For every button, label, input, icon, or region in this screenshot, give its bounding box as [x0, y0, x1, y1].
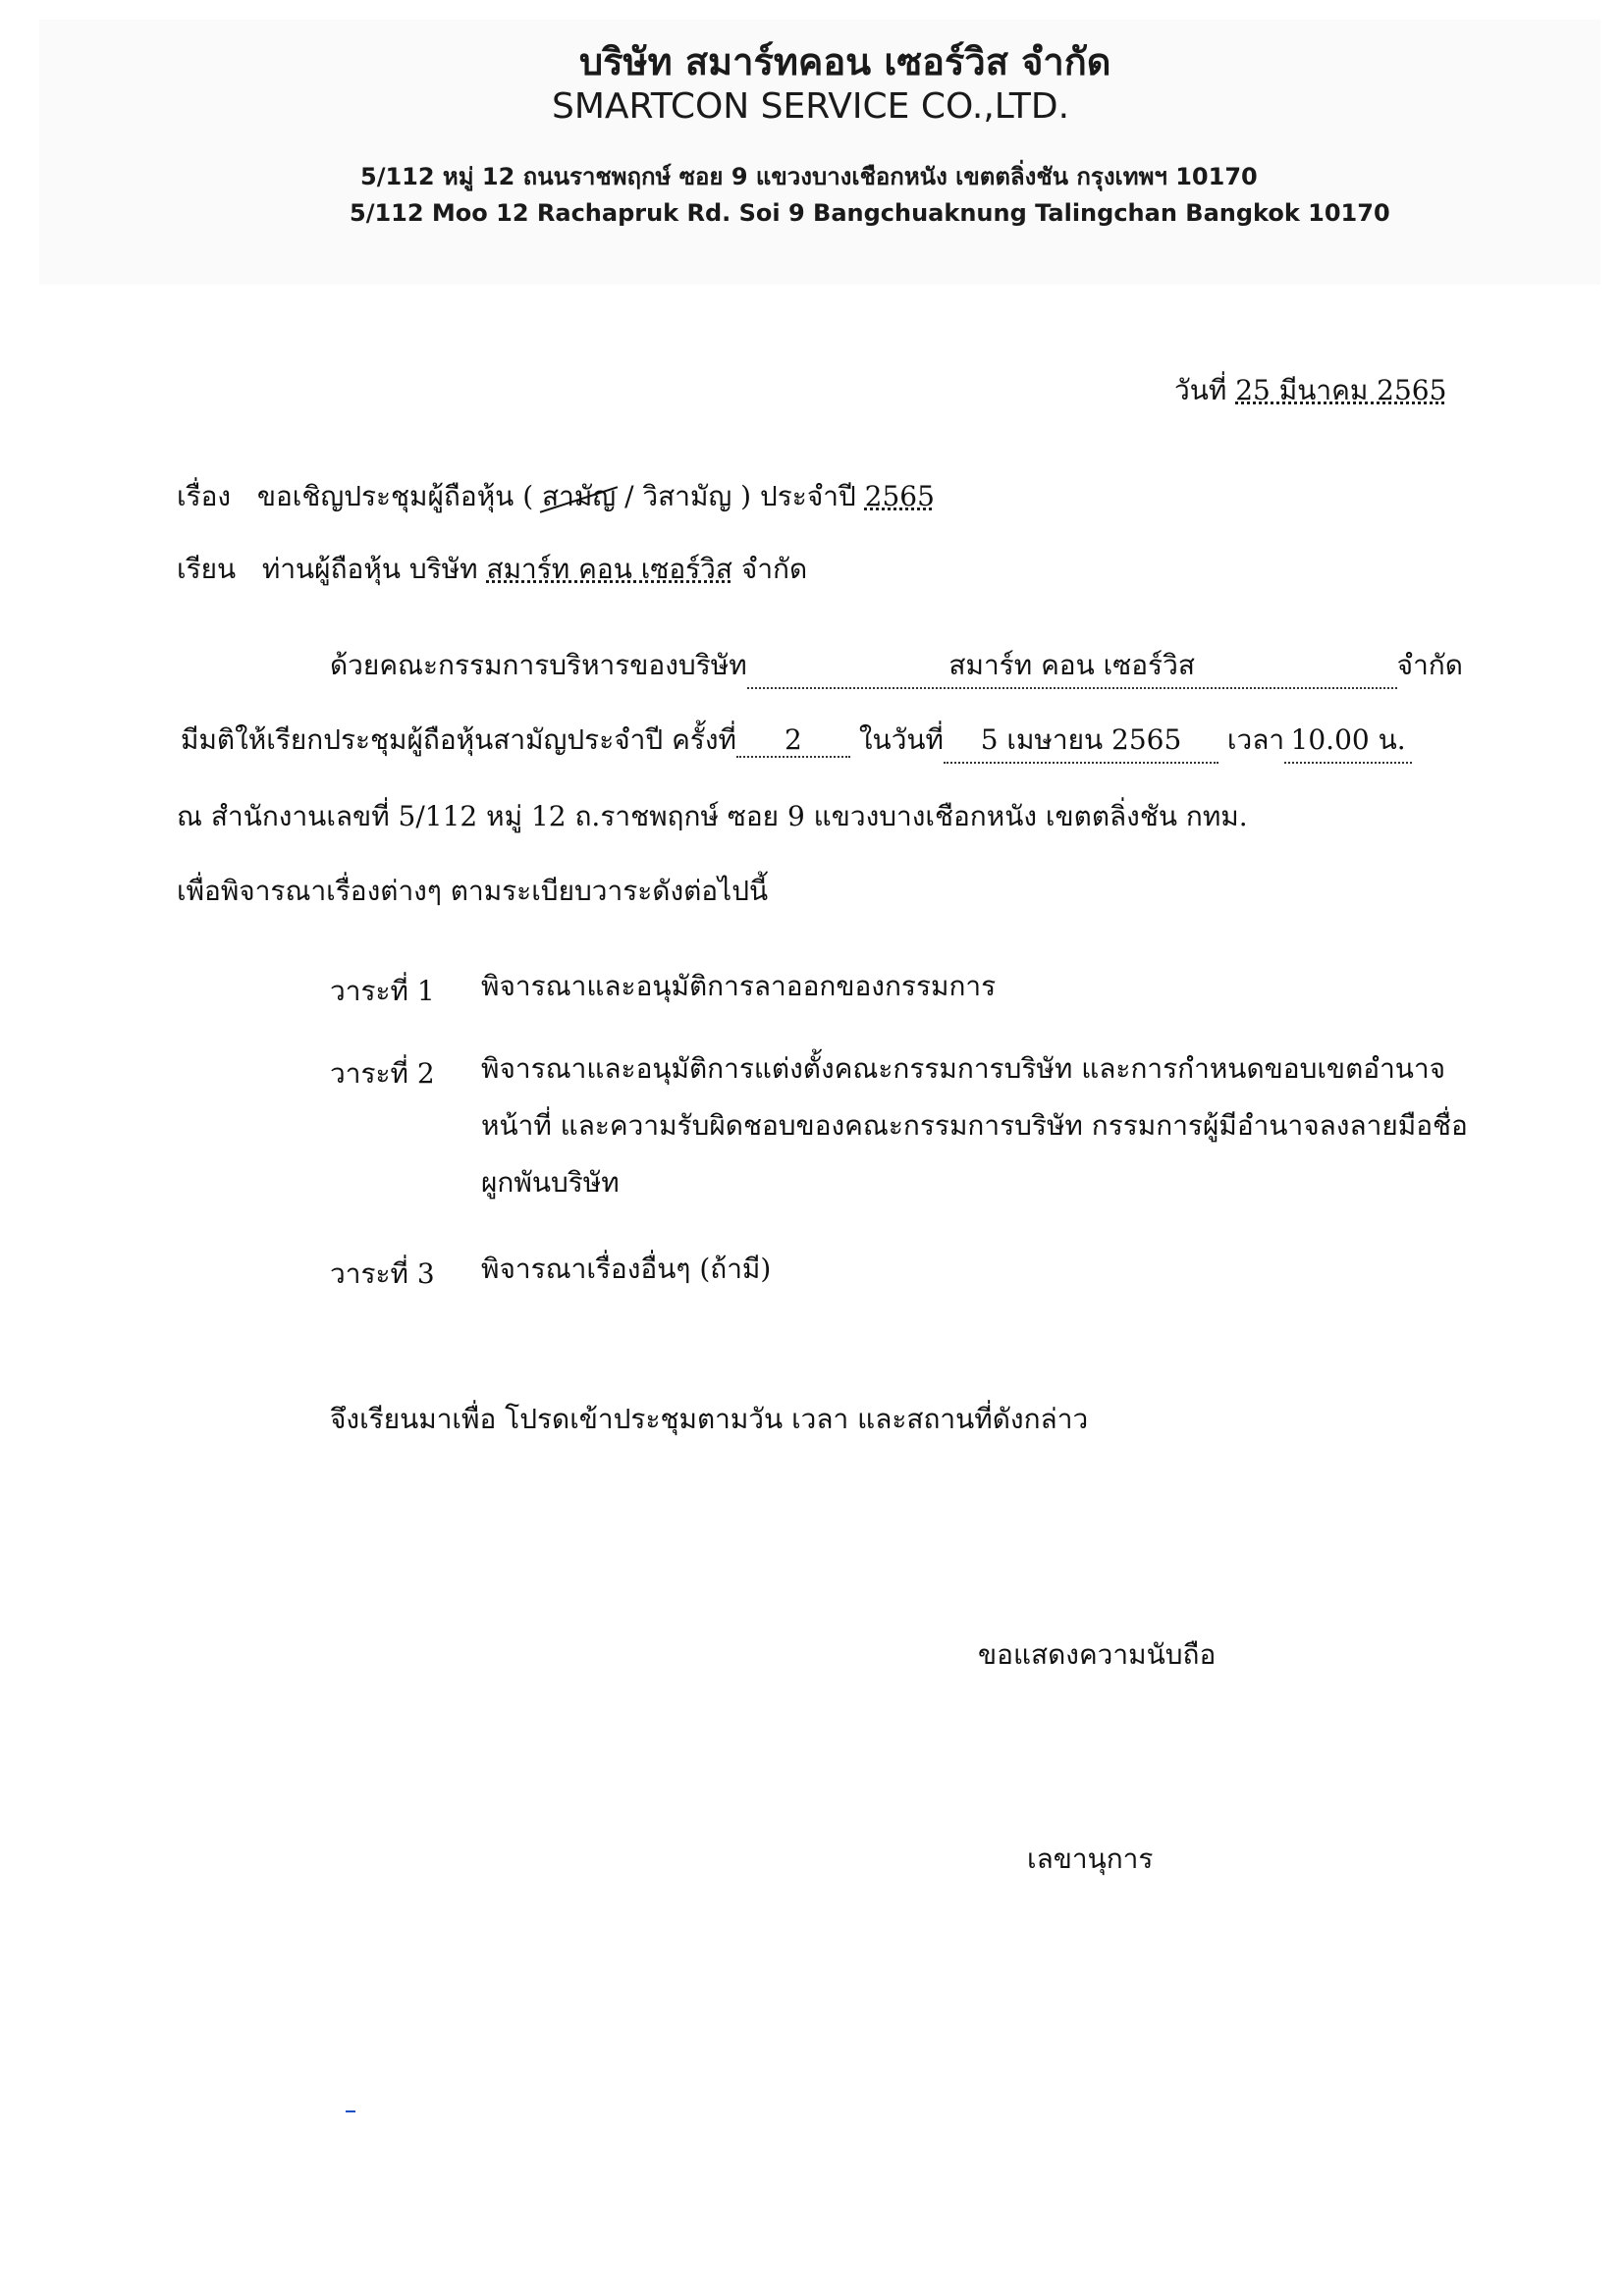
- date-line: [1174, 369, 1446, 412]
- address-thai: 5/112 หมู่ 12 ถนนราชพฤกษ์ ซอย 9 แขวงบางเชือกหนัง เขตตลิ่งชัน กรุงเทพฯ 10170: [360, 163, 1258, 190]
- body-line1-suffix: จำกัด: [1396, 649, 1463, 681]
- meeting-number: 2: [736, 723, 850, 758]
- subject-year: 2565: [864, 480, 935, 512]
- subject-suffix: ) ประจำปี: [731, 480, 856, 512]
- closing-text: จึงเรียนมาเพื่อ โปรดเข้าประชุมตามวัน เวลา และสถานที่ดังกล่าว: [330, 1403, 1089, 1435]
- agenda-3-label: วาระที่ 3: [330, 1257, 435, 1290]
- subject-separator: /: [616, 480, 643, 512]
- subject-option-selected: วิสามัญ: [642, 480, 732, 512]
- meeting-date: 5 เมษายน 2565: [944, 719, 1218, 764]
- agenda-1-text: พิจารณาและอนุมัติการลาออกของกรรมการ: [481, 970, 997, 1002]
- date-value: 25 มีนาคม 2565: [1235, 374, 1447, 406]
- recipient-prefix: ท่านผู้ถือหุ้น บริษัท: [261, 553, 478, 585]
- body-line2-time-label: เวลา: [1226, 723, 1285, 756]
- body-line-3: ณ สำนักงานเลขที่ 5/112 หมู่ 12 ถ.ราชพฤกษ์ ซอย 9 แขวงบางเชือกหนัง เขตตลิ่งชัน กทม.: [177, 800, 1248, 832]
- date-label: วันที่: [1174, 374, 1227, 406]
- subject-label: เรื่อง: [177, 480, 232, 512]
- company-name-english: SMARTCON SERVICE CO.,LTD.: [552, 86, 1070, 127]
- body-line1-company: สมาร์ท คอน เซอร์วิส: [747, 644, 1397, 689]
- recipient-suffix: จำกัด: [740, 553, 808, 585]
- body-line-1: [330, 644, 1463, 689]
- body-line1-prefix: ด้วยคณะกรรมการบริหารของบริษัท: [330, 649, 747, 681]
- body-line2-prefix: มีมติให้เรียกประชุมผู้ถือหุ้นสามัญประจำปี ครั้งที่: [181, 723, 736, 756]
- subject-option-struck: สามัญ: [542, 475, 616, 518]
- recipient-label: เรียน: [177, 553, 237, 585]
- recipient-company: สมาร์ท คอน เซอร์วิส: [486, 553, 732, 585]
- stray-mark: [346, 2110, 355, 2112]
- subject-prefix: ขอเชิญประชุมผู้ถือหุ้น (: [256, 480, 534, 512]
- agenda-3-text: พิจารณาเรื่องอื่นๆ (ถ้ามี): [481, 1253, 772, 1285]
- subject-line: [177, 475, 935, 518]
- agenda-2-label: วาระที่ 2: [330, 1057, 435, 1090]
- sign-off: ขอแสดงความนับถือ: [978, 1638, 1217, 1671]
- body-line-2: [181, 719, 1412, 764]
- meeting-time: 10.00 น.: [1284, 719, 1412, 764]
- agenda-2-text: พิจารณาและอนุมัติการแต่งตั้งคณะกรรมการบริษัท และการกำหนดขอบเขตอำนาจหน้าที่ และความรับผิดชอบของคณะกรรมการบริษัท กรรมการผู้มีอำนาจลงลายมือชื่อผูกพันบริษัท: [481, 1052, 1468, 1199]
- body-line2-date-label: ในวันที่: [858, 723, 945, 756]
- recipient-line: [177, 548, 807, 591]
- agenda-1-label: วาระที่ 1: [330, 975, 435, 1007]
- body-line-4: เพื่อพิจารณาเรื่องต่างๆ ตามระเบียบวาระดังต่อไปนี้: [177, 875, 769, 907]
- address-english: 5/112 Moo 12 Rachapruk Rd. Soi 9 Bangchuaknung Talingchan Bangkok 10170: [350, 199, 1390, 227]
- signatory-title: เลขานุการ: [1027, 1842, 1154, 1875]
- company-name-thai: บริษัท สมาร์ทคอน เซอร์วิส จำกัด: [579, 40, 1111, 83]
